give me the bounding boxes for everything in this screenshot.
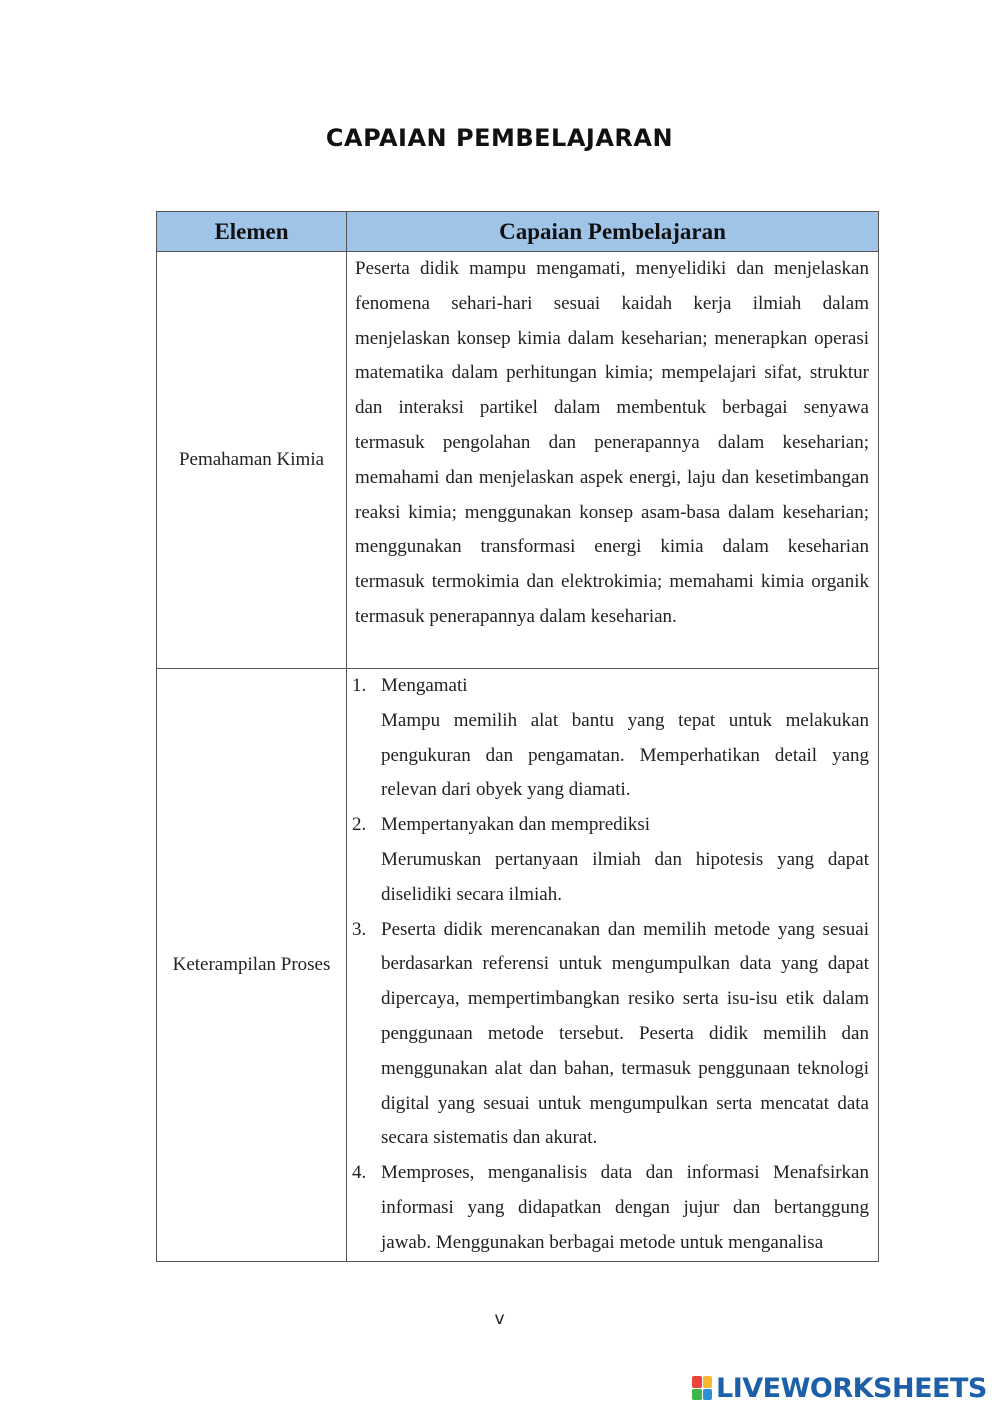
logo-square-blue bbox=[703, 1389, 713, 1401]
list-item-title: Mengamati bbox=[381, 675, 468, 696]
list-item bbox=[352, 669, 869, 808]
liveworksheets-logo-icon bbox=[692, 1376, 712, 1400]
list-item-number: 1. bbox=[352, 675, 367, 696]
list-item-body: Mampu memilih alat bantu yang tepat untuk melakukan pengukuran dan pengamatan. Memperhatikan detail yang relevan dari obyek yang diamati. bbox=[381, 709, 869, 801]
keterampilan-list bbox=[352, 669, 869, 1261]
elemen-keterampilan-proses: Keterampilan Proses bbox=[157, 669, 347, 1262]
list-item bbox=[352, 808, 869, 912]
page-title: CAPAIAN PEMBELAJARAN bbox=[325, 124, 674, 152]
list-item bbox=[352, 913, 869, 1157]
brand-text: LIVEWORKSHEETS bbox=[716, 1372, 987, 1404]
table-row bbox=[157, 252, 879, 669]
capaian-keterampilan-proses bbox=[347, 669, 879, 1262]
header-elemen: Elemen bbox=[157, 212, 347, 252]
logo-square-yellow bbox=[703, 1376, 713, 1388]
list-item-number: 4. bbox=[352, 1162, 367, 1184]
pemahaman-kimia-text: Peserta didik mampu mengamati, menyelidiki dan menjelaskan fenomena sehari-hari sesuai kaidah kerja ilmiah dalam menjelaskan konsep kimia dalam keseharian; menerapkan operasi matematika dalam perhitungan kimia; mempelajari sifat, struktur dan interaksi partikel dalam membentuk berbagai senyawa termasuk pengolahan dan penerapannya dalam keseharian; memahami dan menjelaskan aspek energi, laju dan kesetimbangan reaksi kimia; menggunakan konsep asam-basa dalam keseharian; menggunakan transformasi energi kimia dalam keseharian termasuk termokimia dan elektrokimia; memahami kimia organik termasuk penerapannya dalam keseharian. bbox=[355, 258, 869, 627]
liveworksheets-brand[interactable] bbox=[692, 1373, 987, 1403]
page-number: v bbox=[494, 1309, 505, 1329]
table-row bbox=[157, 669, 879, 1262]
capaian-pemahaman-kimia bbox=[347, 252, 879, 669]
list-item-number: 2. bbox=[352, 814, 367, 836]
logo-square-green bbox=[692, 1389, 702, 1401]
table-header-row bbox=[157, 212, 879, 252]
list-item-number: 3. bbox=[352, 918, 367, 940]
list-item-body: Peserta didik merencanakan dan memilih metode yang sesuai berdasarkan referensi untuk mengumpulkan data yang dapat dipercaya, mempertimbangkan resiko serta isu-isu etik dalam penggunaan metode tersebut. Peserta didik memilih dan menggunakan alat dan bahan, termasuk penggunaan teknologi digital yang sesuai untuk mengumpulkan serta mencatat data secara sistematis dan akurat. bbox=[381, 918, 869, 1149]
list-item-title: Mempertanyakan dan memprediksi bbox=[381, 814, 651, 836]
elemen-pemahaman-kimia: Pemahaman Kimia bbox=[157, 252, 347, 669]
list-item bbox=[352, 1156, 869, 1260]
logo-square-red bbox=[692, 1376, 702, 1388]
header-capaian: Capaian Pembelajaran bbox=[347, 212, 879, 252]
capaian-table bbox=[156, 211, 879, 1262]
list-item-body: Memproses, menganalisis data dan informasi Menafsirkan informasi yang didapatkan dengan jujur dan bertanggung jawab. Menggunakan berbagai metode untuk menganalisa bbox=[381, 1162, 869, 1253]
list-item-body: Merumuskan pertanyaan ilmiah dan hipotesis yang dapat diselidiki secara ilmiah. bbox=[381, 848, 869, 905]
